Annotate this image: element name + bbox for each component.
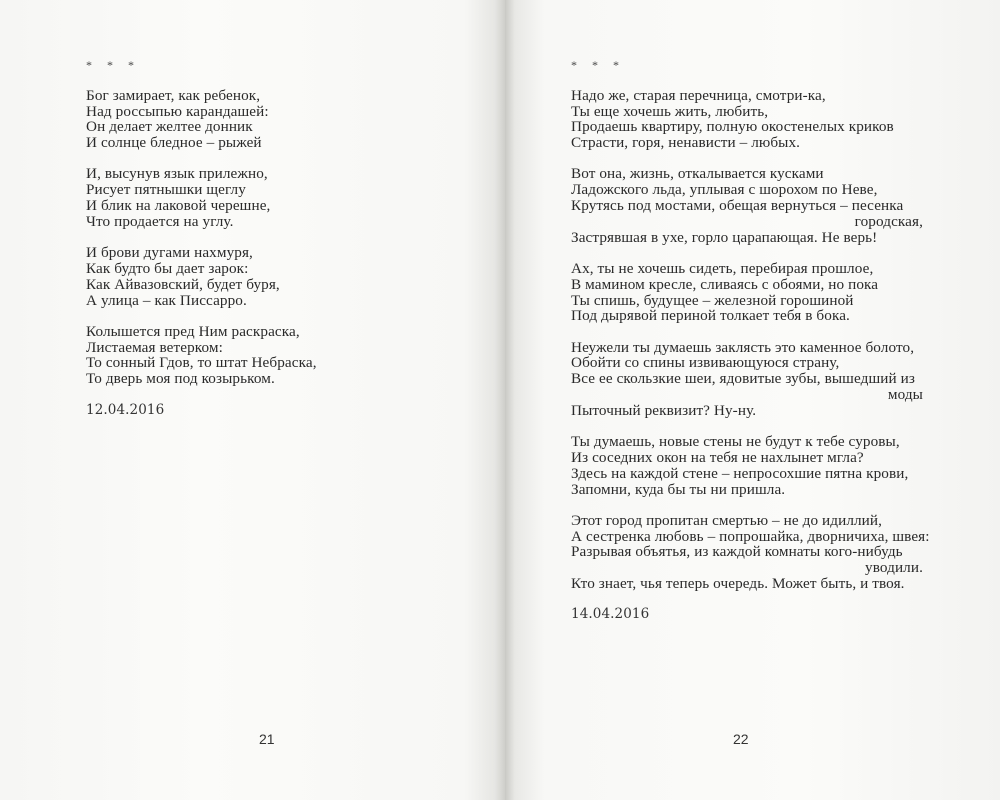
poem-line: городская,	[854, 212, 923, 230]
poem-date: 14.04.2016	[571, 606, 650, 623]
poem-line: Неужели ты думаешь заклясть это каменное болото,	[571, 338, 915, 356]
poem-line: Под дырявой периной толкает тебя в бока.	[571, 307, 850, 325]
poem-line: Рисует пятнышки щеглу	[86, 181, 246, 199]
poem-line: Разрывая объятья, из каждой комнаты кого-нибудь	[571, 543, 903, 561]
poem-separator: * * *	[86, 58, 140, 72]
poem-separator: * * *	[571, 58, 625, 72]
poem-line: Ладожского льда, уплывая с шорохом по Неве,	[571, 181, 878, 199]
poem-line: А улица – как Писсарро.	[86, 291, 247, 309]
poem-line: Ты спишь, будущее – железной горошиной	[571, 291, 854, 309]
poem-line: Вот она, жизнь, откалывается кусками	[571, 165, 824, 183]
poem-right	[571, 58, 930, 623]
stanza	[571, 88, 923, 151]
poem-line: Над россыпью карандашей:	[86, 102, 269, 120]
poem-line: Колышется пред Ним раскраска,	[86, 322, 300, 340]
poem-line: Бог замирает, как ребенок,	[86, 86, 261, 104]
right-page	[505, 0, 1000, 800]
stanza	[571, 261, 923, 324]
poem-line: И солнце бледное – рыжей	[86, 134, 262, 152]
poem-line: Обойти со спины извивающуюся страну,	[571, 354, 840, 372]
poem-line: Застрявшая в ухе, горло царапающая. Не верь!	[571, 228, 878, 246]
stanza	[86, 88, 317, 151]
stanza	[571, 434, 923, 497]
stanza	[571, 166, 923, 245]
poem-line: А сестренка любовь – попрошайка, дворничиха, швея:	[571, 527, 930, 545]
page-number: 22	[733, 731, 749, 747]
poem-line: Ты еще хочешь жить, любить,	[571, 102, 769, 120]
poem-line: Ты думаешь, новые стены не будут к тебе суровы,	[571, 433, 900, 451]
poem-line: И блик на лаковой черешне,	[86, 197, 271, 215]
poem-line: Как будто бы дает зарок:	[86, 259, 249, 277]
stanza	[86, 324, 317, 387]
poem-line: Кто знает, чья теперь очередь. Может быть, и твоя.	[571, 575, 905, 593]
poem-line: Здесь на каждой стене – непросохшие пятна крови,	[571, 464, 909, 482]
page-number: 21	[259, 731, 275, 747]
poem-line: Листаемая ветерком:	[86, 338, 223, 356]
poem-date: 12.04.2016	[86, 401, 165, 418]
poem-line: Этот город пропитан смертью – не до идиллий,	[571, 511, 883, 529]
poem-left	[86, 58, 317, 418]
poem-line: В мамином кресле, сливаясь с обоями, но пока	[571, 275, 879, 293]
stanza-list	[571, 86, 930, 593]
poem-line: То сонный Гдов, то штат Небраска,	[86, 354, 317, 372]
poem-line: Запомни, куда бы ты ни пришла.	[571, 480, 786, 498]
poem-line: Страсти, горя, ненависти – любых.	[571, 134, 801, 152]
stanza	[86, 245, 317, 308]
poem-line: Продаешь квартиру, полную окостенелых криков	[571, 118, 894, 136]
poem-line: Ах, ты не хочешь сидеть, перебирая прошлое,	[571, 259, 874, 277]
poem-line: Как Айвазовский, будет буря,	[86, 275, 280, 293]
stanza	[86, 166, 317, 229]
poem-line: Из соседних окон на тебя не нахлынет мгла?	[571, 448, 864, 466]
poem-line: Что продается на углу.	[86, 212, 234, 230]
stanza-list	[86, 88, 317, 387]
poem-line: То дверь моя под козырьком.	[86, 370, 275, 388]
poem-line: уводили.	[865, 559, 923, 577]
poem-line: Надо же, старая перечница, смотри-ка,	[571, 86, 826, 104]
poem-line: И брови дугами нахмуря,	[86, 244, 253, 262]
poem-line: Все ее скользкие шеи, ядовитые зубы, вышедший из	[571, 370, 915, 388]
poem-line: Крутясь под мостами, обещая вернуться – песенка	[571, 197, 904, 215]
stanza	[571, 340, 923, 419]
poem-line: Он делает желтее донник	[86, 118, 253, 136]
poem-line: Пыточный реквизит? Ну-ну.	[571, 401, 757, 419]
poem-line: моды	[887, 386, 923, 404]
stanza	[571, 511, 930, 593]
poem-line: И, высунув язык прилежно,	[86, 165, 268, 183]
